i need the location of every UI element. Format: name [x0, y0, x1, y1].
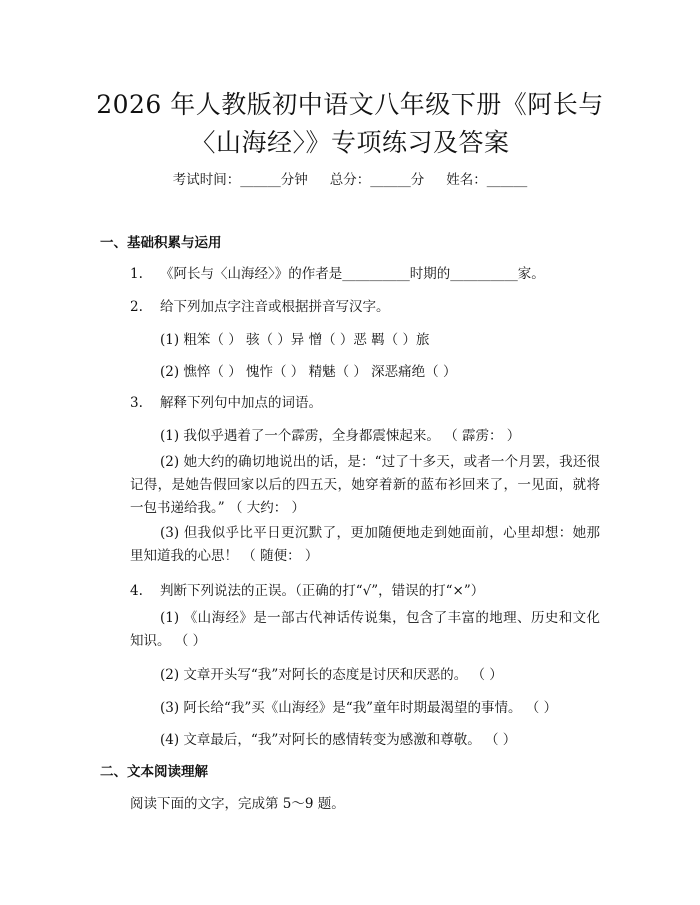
question-number: 4.: [130, 583, 143, 599]
question-text: 给下列加点字注音或根据拼音写汉字。: [160, 299, 390, 315]
question-1: [130, 262, 545, 282]
title-line-1: 2026 年人教版初中语文八年级下册《阿长与: [96, 90, 604, 119]
question-3-item-1: (1) 我似乎遇着了一个霹雳，全身都震悚起来。 （ 霹雳： ）: [160, 428, 521, 444]
question-2-item-1: (1) 粗笨（ ） 骇（ ）异 憎（ ）恶 羁（ ）旅: [160, 332, 430, 348]
reading-instructions: 阅读下面的文字，完成第 5～9 题。: [130, 796, 345, 812]
question-3-item-3: (3) 但我似乎比平日更沉默了，更加随便地走到她面前，心里却想：她那里知道我的心思！ （ 随便： ）: [130, 525, 600, 564]
total-score-field: 总分：______分: [329, 172, 425, 188]
exam-meta: [0, 168, 700, 188]
question-number: 1.: [130, 266, 143, 282]
question-text: 解释下列句中加点的词语。: [160, 395, 322, 411]
exam-time-field: 考试时间：______分钟: [172, 172, 308, 188]
question-4-item-3: (3) 阿长给“我”买《山海经》是“我”童年时期最渴望的事情。 （ ）: [160, 700, 558, 716]
question-text: 判断下列说法的正误。（正确的打“√”，错误的打“×”）: [160, 583, 485, 599]
question-4-item-4: (4) 文章最后，“我”对阿长的感情转变为感激和尊敬。 （ ）: [160, 732, 517, 748]
title-line-2: 〈山海经〉》专项练习及答案: [190, 128, 510, 157]
question-4-item-1: (1) 《山海经》是一部古代神话传说集，包含了丰富的地理、历史和文化知识。 （ ）: [130, 610, 600, 649]
question-text: 《阿长与〈山海经〉》的作者是__________时期的__________家。: [160, 266, 545, 282]
question-number: 3.: [130, 395, 143, 411]
question-4: [130, 579, 484, 599]
document-title: [60, 86, 640, 162]
question-3: [130, 391, 322, 411]
section-heading-reading: 二、文本阅读理解: [100, 764, 208, 780]
question-2-item-2: (2) 憔悴（ ） 愧怍（ ） 精魅（ ） 深恶痛绝（ ）: [160, 364, 457, 380]
question-2: [130, 295, 390, 315]
student-name-field: 姓名：______: [446, 172, 528, 188]
question-4-item-2: (2) 文章开头写“我”对阿长的态度是讨厌和厌恶的。 （ ）: [160, 667, 503, 683]
question-3-item-2: (2) 她大约的确切地说出的话，是：“过了十多天，或者一个月罢，我还很记得，是她告假回家以后的四五天，她穿着新的蓝布衫回来了，一见面，就将一包书递给我。” （ 大约： ）: [130, 454, 600, 516]
question-number: 2.: [130, 299, 143, 315]
section-heading-basics: 一、基础积累与运用: [100, 235, 222, 251]
